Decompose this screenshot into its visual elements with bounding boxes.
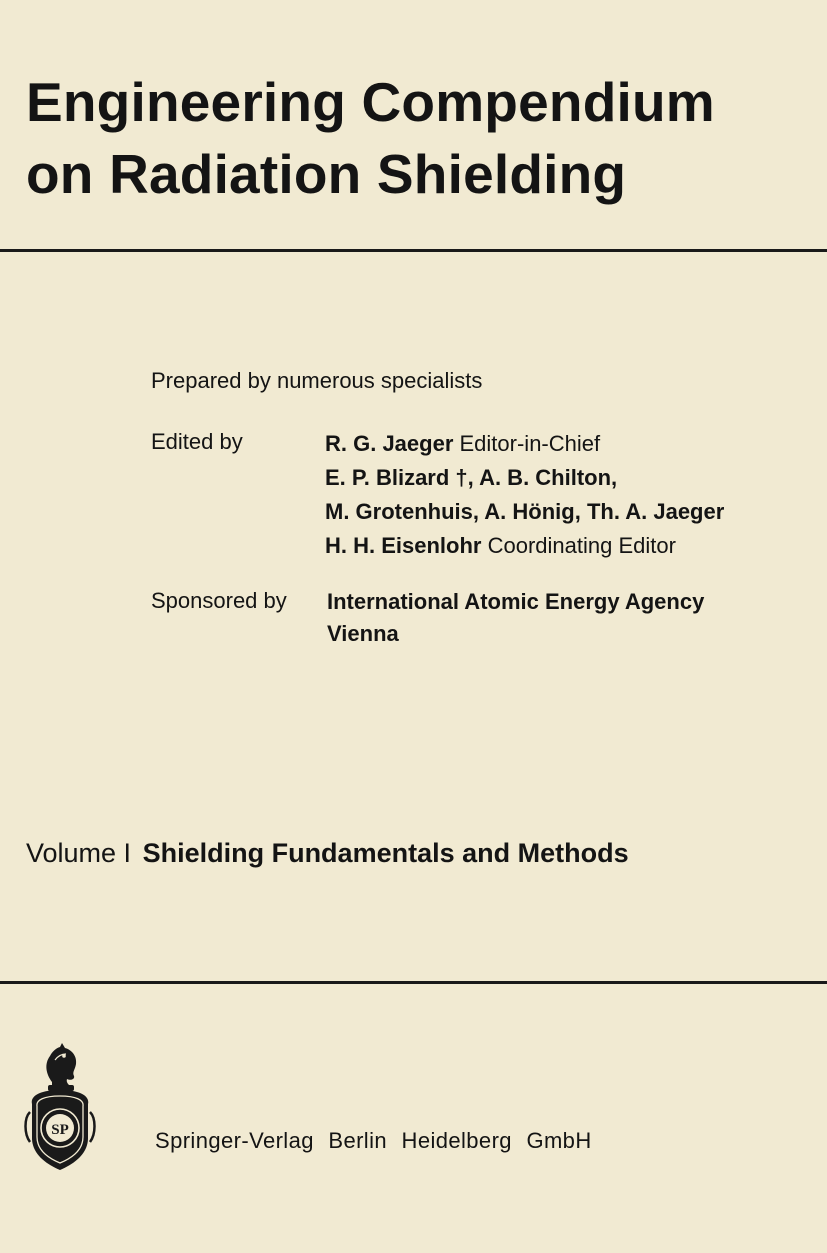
volume-title: Shielding Fundamentals and Methods <box>142 838 629 868</box>
volume-heading <box>26 836 629 870</box>
volume-number: Volume I <box>26 838 132 868</box>
editor-line-3: M. Grotenhuis, A. Hönig, Th. A. Jaeger <box>325 499 725 524</box>
sponsor-line-1: International Atomic Energy Agency <box>327 589 705 614</box>
title-line-1: Engineering Compendium <box>26 71 715 133</box>
sponsor-name <box>327 586 704 650</box>
sponsored-by-label: Sponsored by <box>151 588 287 613</box>
prepared-by-text: Prepared by numerous specialists <box>151 368 483 393</box>
top-divider <box>0 249 827 252</box>
edited-by-label: Edited by <box>151 429 243 454</box>
title-line-2: on Radiation Shielding <box>26 143 627 205</box>
editor-line-1: R. G. Jaeger Editor-in-Chief <box>325 431 601 456</box>
editor-line-2: E. P. Blizard †, A. B. Chilton, <box>325 465 618 490</box>
publisher-name: Springer-Verlag Berlin Heidelberg GmbH <box>155 1128 592 1153</box>
bottom-divider <box>0 981 827 984</box>
svg-text:SP: SP <box>51 1122 69 1138</box>
springer-knight-logo-icon <box>22 1042 98 1172</box>
editors-list <box>325 427 724 563</box>
book-title <box>26 66 715 210</box>
editor-line-4: H. H. Eisenlohr Coordinating Editor <box>325 533 676 558</box>
sponsor-line-2: Vienna <box>327 621 399 646</box>
